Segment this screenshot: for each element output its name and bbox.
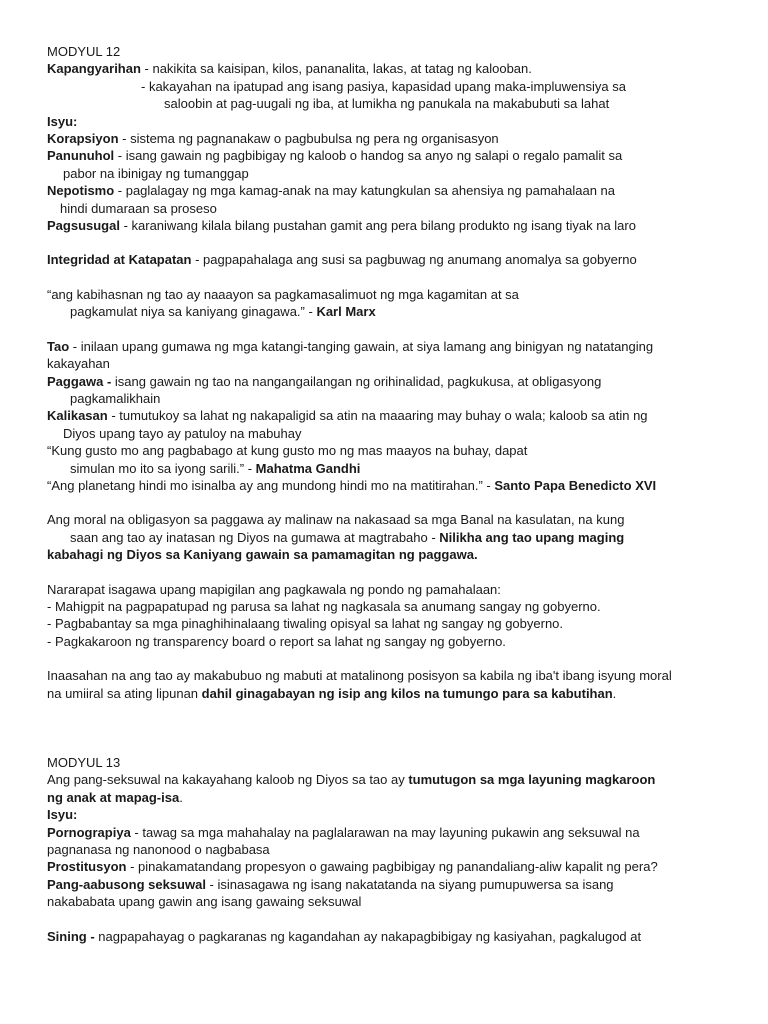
panunuhol-definition-cont: pabor na ibinigay ng tumanggap [63, 165, 249, 181]
isyu-label: Isyu: [47, 113, 78, 129]
moral-paragraph: Ang moral na obligasyon sa paggawa ay malinaw na nakasaad sa mga Banal na kasulatan, na kung [47, 512, 625, 528]
modyul-13-intro-cont: ng anak at mapag-isa. [47, 789, 183, 805]
nararapat-intro: Nararapat isagawa upang mapigilan ang pagkawala ng pondo ng pamahalaan: [47, 581, 501, 597]
kapangyarihan-subpoint: - kakayahan na ipatupad ang isang pasiya, kapasidad upang maka-impluwensiya sa [141, 78, 626, 94]
kalikasan-definition-cont: Diyos upang tayo ay patuloy na mabuhay [63, 425, 302, 441]
nararapat-item: - Pagbabantay sa mga pinaghihinalaang tiwaling opisyal sa lahat ng sangay ng gobyerno. [47, 616, 564, 632]
sining-definition: Sining - nagpapahayag o pagkaranas ng kagandahan ay nakapagbibigay ng kasiyahan, pagkalugod at [47, 928, 642, 944]
moral-paragraph-cont: saan ang tao ay inatasan ng Diyos na gumawa at magtrabaho - Nilikha ang tao upang maging [70, 529, 625, 545]
pornograpiya-definition-cont: pagnanasa ng nanonood o nagbabasa [47, 842, 270, 858]
korapsiyon-definition: Korapsiyon - sistema ng pagnanakaw o pagbubulsa ng pera ng organisasyon [47, 131, 499, 147]
inaasahan-paragraph: Inaasahan na ang tao ay makabubuo ng mabuti at matalinong posisyon sa kabila ng iba't ibang isyung moral [47, 668, 672, 684]
kalikasan-definition: Kalikasan - tumutukoy sa lahat ng nakapaligid sa atin na maaaring may buhay o wala; kaloob sa atin ng [47, 408, 648, 424]
nararapat-item: - Mahigpit na pagpapatupad ng parusa sa lahat ng nagkasala sa anumang sangay ng gobyerno. [47, 598, 601, 614]
kapangyarihan-subpoint-cont: saloobin at pag-uugali ng iba, at lumikha ng panukala na makabubuti sa lahat [164, 96, 610, 112]
paggawa-definition: Paggawa - isang gawain ng tao na nangangailangan ng orihinalidad, pagkukusa, at obligasyong [47, 373, 602, 389]
pagsusugal-definition: Pagsusugal - karaniwang kilala bilang pustahan gamit ang pera bilang produkto ng isang tiyak na laro [47, 218, 636, 234]
pang-aabuso-definition-cont: nakababata upang gawin ang isang gawaing seksuwal [47, 894, 362, 910]
pang-aabuso-definition: Pang-aabusong seksuwal - isinasagawa ng isang nakatatanda na siyang pumupuwersa sa isang [47, 876, 614, 892]
modyul-12-heading: MODYUL 12 [47, 44, 121, 59]
modyul-13-intro: Ang pang-seksuwal na kakayahang kaloob ng Diyos sa tao ay tumutugon sa mga layuning magkaroon [47, 772, 656, 788]
quote-author: Karl Marx [316, 304, 376, 320]
tao-definition: Tao - inilaan upang gumawa ng mga katangi-tanging gawain, at siya lamang ang binigyan ng natatanging [47, 338, 654, 354]
quote-author: Santo Papa Benedicto XVI [494, 477, 657, 493]
pornograpiya-definition: Pornograpiya - tawag sa mga mahahalay na paglalarawan na may layuning pukawin ang seksuwal na [47, 824, 640, 840]
isyu-label: Isyu: [47, 807, 78, 823]
moral-paragraph-end: kabahagi ng Diyos sa Kaniyang gawain sa pamamagitan ng paggawa. [47, 547, 478, 563]
page-content [47, 43, 722, 945]
prostitusyon-definition: Prostitusyon - pinakamatandang propesyon o gawaing pagbibigay ng panandaliang-aliw kapalit ng pera? [47, 859, 658, 875]
kapangyarihan-definition: Kapangyarihan - nakikita sa kaisipan, kilos, pananalita, lakas, at tatag ng kalooban. [47, 61, 532, 77]
marx-quote-cont: pagkamulat niya sa kaniyang ginagawa.” - Karl Marx [70, 304, 376, 320]
paggawa-definition-cont: pagkamalikhain [70, 390, 161, 406]
nararapat-item: - Pagkakaroon ng transparency board o report sa lahat ng sangay ng gobyerno. [47, 633, 506, 649]
inaasahan-paragraph-cont: na umiiral sa ating lipunan dahil ginagabayan ng isip ang kilos na tumungo para sa kabutihan. [47, 685, 617, 701]
panunuhol-definition: Panunuhol - isang gawain ng pagbibigay ng kaloob o handog sa anyo ng salapi o regalo pamalit sa [47, 148, 623, 164]
quote-author: Mahatma Gandhi [255, 460, 361, 476]
modyul-13-heading: MODYUL 13 [47, 755, 121, 770]
term: Kapangyarihan [47, 61, 141, 77]
nepotismo-definition: Nepotismo - paglalagay ng mga kamag-anak na may katungkulan sa ahensiya ng pamahalaan na [47, 183, 616, 199]
nepotismo-definition-cont: hindi dumaraan sa proseso [60, 200, 217, 216]
tao-definition-cont: kakayahan [47, 356, 110, 372]
gandhi-quote-cont: simulan mo ito sa iyong sarili.” - Mahatma Gandhi [70, 460, 361, 476]
gandhi-quote: “Kung gusto mo ang pagbabago at kung gusto mo ng mas maayos na buhay, dapat [47, 443, 528, 459]
benedicto-quote: “Ang planetang hindi mo isinalba ay ang mundong hindi mo na matitirahan.” - Santo Papa Benedicto XVI [47, 477, 657, 493]
integridad-definition: Integridad at Katapatan - pagpapahalaga ang susi sa pagbuwag ng anumang anomalya sa gobyerno [47, 252, 637, 268]
marx-quote: “ang kabihasnan ng tao ay naaayon sa pagkamasalimuot ng mga kagamitan at sa [47, 286, 519, 302]
